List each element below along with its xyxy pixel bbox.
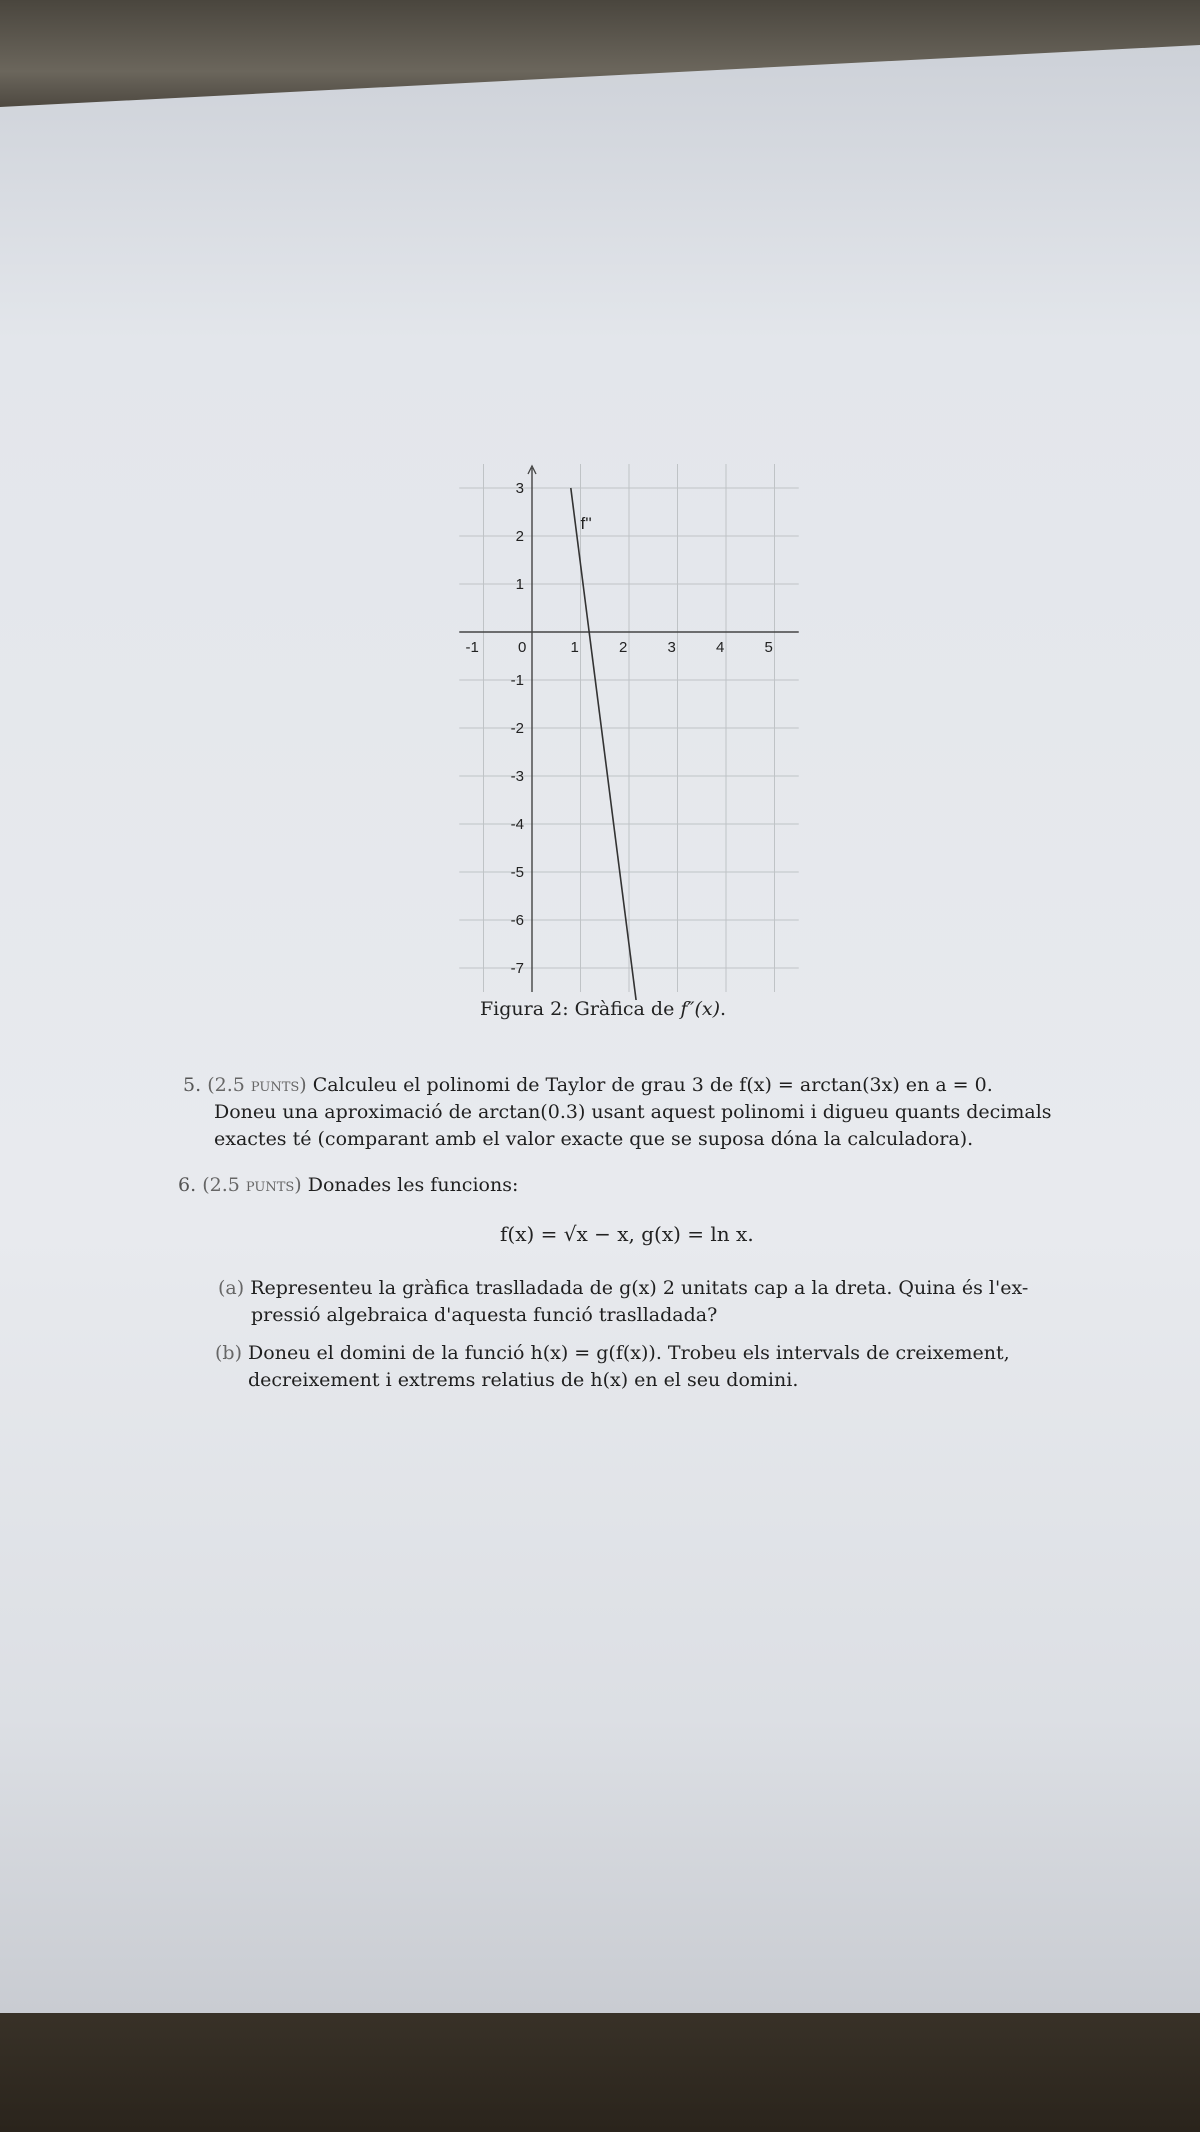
curve-label: f'' — [580, 513, 592, 533]
y-tick-label: -2 — [510, 720, 524, 737]
problem-6-points: (2.5 punts) — [202, 1174, 302, 1196]
y-tick-label: 2 — [515, 528, 524, 545]
x-tick-label: 2 — [619, 639, 628, 656]
y-tick-label: 3 — [515, 480, 524, 497]
y-tick-label: 1 — [515, 576, 524, 593]
y-tick-label: -4 — [510, 816, 524, 833]
y-tick-label: -6 — [510, 912, 524, 929]
caption-prefix: Figura 2: Gràfica de — [480, 998, 681, 1020]
figure-caption — [480, 998, 726, 1020]
problem-6-part-b — [215, 1340, 1010, 1394]
problem-6-formula: f(x) = √x − x, g(x) = ln x. — [500, 1222, 754, 1246]
problem-5 — [183, 1072, 1052, 1153]
part-b-text-2: decreixement i extrems relatius de h(x) en el seu domini. — [248, 1369, 799, 1391]
x-tick-label: 1 — [570, 639, 579, 656]
part-a-line-1 — [218, 1275, 1028, 1302]
problem-5-text-1: Calculeu el polinomi de Taylor de grau 3 de f(x) = arctan(3x) en a = 0. — [312, 1074, 993, 1096]
part-a-label: (a) — [218, 1277, 245, 1299]
problem-6 — [178, 1172, 518, 1199]
part-b-text-1: Doneu el domini de la funció h(x) = g(f(x)). Trobeu els intervals de creixement, — [248, 1342, 1010, 1364]
problem-6-part-a — [218, 1275, 1028, 1329]
problem-6-number: 6. — [178, 1174, 197, 1196]
x-tick-label: 4 — [716, 639, 725, 656]
problem-5-points: (2.5 punts) — [207, 1074, 307, 1096]
part-a-text-2: pressió algebraica d'aquesta funció traslladada? — [251, 1304, 718, 1326]
problem-5-text-3: exactes té (comparant amb el valor exacte que se suposa dóna la calculadora). — [214, 1128, 974, 1150]
problem-5-text-2: Doneu una aproximació de arctan(0.3) usant aquest polinomi i digueu quants decimals — [214, 1101, 1052, 1123]
part-a-text-1: Representeu la gràfica traslladada de g(x) 2 unitats cap a la dreta. Quina és l'ex- — [250, 1277, 1029, 1299]
part-b-label: (b) — [215, 1342, 242, 1364]
caption-suffix: . — [720, 998, 727, 1020]
problem-6-intro: Donades les funcions: — [307, 1174, 519, 1196]
x-tick-label: -1 — [465, 639, 479, 656]
graph-figure — [0, 0, 1200, 1000]
y-tick-label: -1 — [510, 672, 524, 689]
y-tick-label: -7 — [510, 960, 524, 977]
x-tick-label: 3 — [667, 639, 676, 656]
background-bottom — [0, 2000, 1200, 2132]
part-b-line-1 — [215, 1340, 1010, 1367]
x-tick-label: 5 — [764, 639, 773, 656]
y-tick-label: -5 — [510, 864, 524, 881]
problem-5-line-1 — [183, 1072, 1052, 1099]
problem-5-number: 5. — [183, 1074, 202, 1096]
y-tick-label: -3 — [510, 768, 524, 785]
caption-math: f″(x) — [680, 998, 721, 1020]
x-tick-label: 0 — [518, 639, 527, 656]
